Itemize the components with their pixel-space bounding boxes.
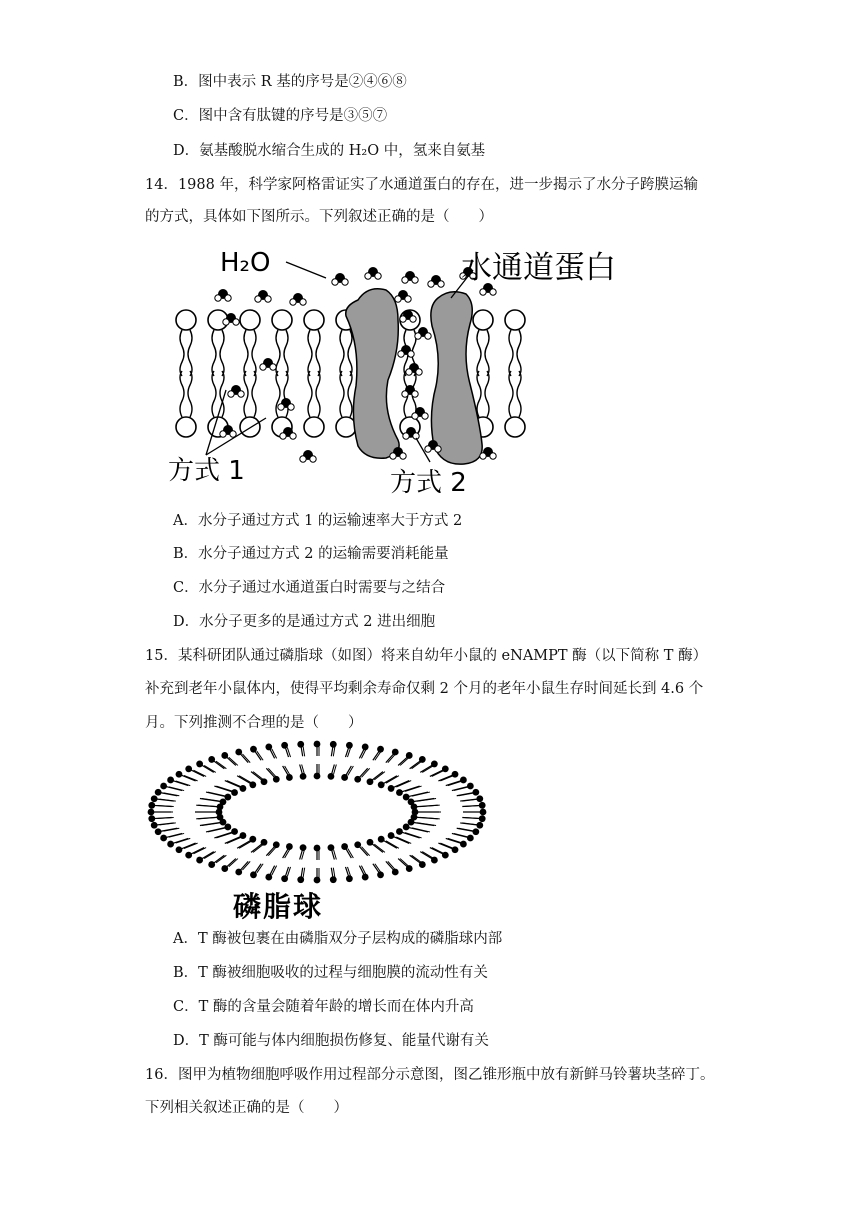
- q15-option-b: B．T 酶被细胞吸收的过程与细胞膜的流动性有关: [173, 965, 488, 981]
- liposome-diagram: [145, 740, 490, 885]
- q14-option-b: B．水分子通过方式 2 的运输需要消耗能量: [173, 546, 449, 562]
- q14-stem-line2: 的方式，具体如下图所示。下列叙述正确的是（ ）: [145, 209, 493, 225]
- q14-option-a: A．水分子通过方式 1 的运输速率大于方式 2: [173, 513, 463, 529]
- q16-stem-line1: 16．图甲为植物细胞呼吸作用过程部分示意图，图乙锥形瓶中放有新鲜马铃薯块茎碎丁。: [145, 1067, 715, 1083]
- q16-stem-line2: 下列相关叙述正确的是（ ）: [145, 1100, 348, 1116]
- q15-stem-line2: 补充到老年小鼠体内，使得平均剩余寿命仅剩 2 个月的老年小鼠生存时间延长到 4.6 个: [145, 681, 704, 697]
- q15-option-a: A．T 酶被包裹在由磷脂双分子层构成的磷脂球内部: [173, 931, 503, 947]
- aquaporin-figure: [168, 240, 653, 498]
- q14-option-d: D．水分子更多的是通过方式 2 进出细胞: [173, 614, 436, 630]
- way1-label: 方式 1: [168, 456, 245, 486]
- q15-option-d: D．T 酶可能与体内细胞损伤修复、能量代谢有关: [173, 1033, 489, 1049]
- q13-option-d: D．氨基酸脱水缩合生成的 H₂O 中，氢来自氨基: [173, 143, 486, 159]
- way2-label: 方式 2: [390, 468, 467, 498]
- h2o-label: H₂O: [220, 248, 271, 278]
- q13-option-c: C．图中含有肽键的序号是③⑤⑦: [173, 108, 388, 124]
- q15-option-c: C．T 酶的含量会随着年龄的增长而在体内升高: [173, 999, 474, 1015]
- q14-option-c: C．水分子通过水通道蛋白时需要与之结合: [173, 580, 446, 596]
- q14-stem-line1: 14．1988 年，科学家阿格雷证实了水通道蛋白的存在，进一步揭示了水分子跨膜运输: [145, 177, 698, 193]
- water-channel-label: 水通道蛋白: [461, 250, 616, 286]
- q13-option-b: B．图中表示 R 基的序号是②④⑥⑧: [173, 74, 407, 90]
- liposome-label: 磷脂球: [233, 890, 324, 923]
- q15-stem-line3: 月。下列推测不合理的是（ ）: [145, 715, 363, 731]
- q15-stem-line1: 15．某科研团队通过磷脂球（如图）将来自幼年小鼠的 eNAMPT 酶（以下简称 T 酶）: [145, 648, 708, 664]
- liposome-figure: [145, 740, 490, 922]
